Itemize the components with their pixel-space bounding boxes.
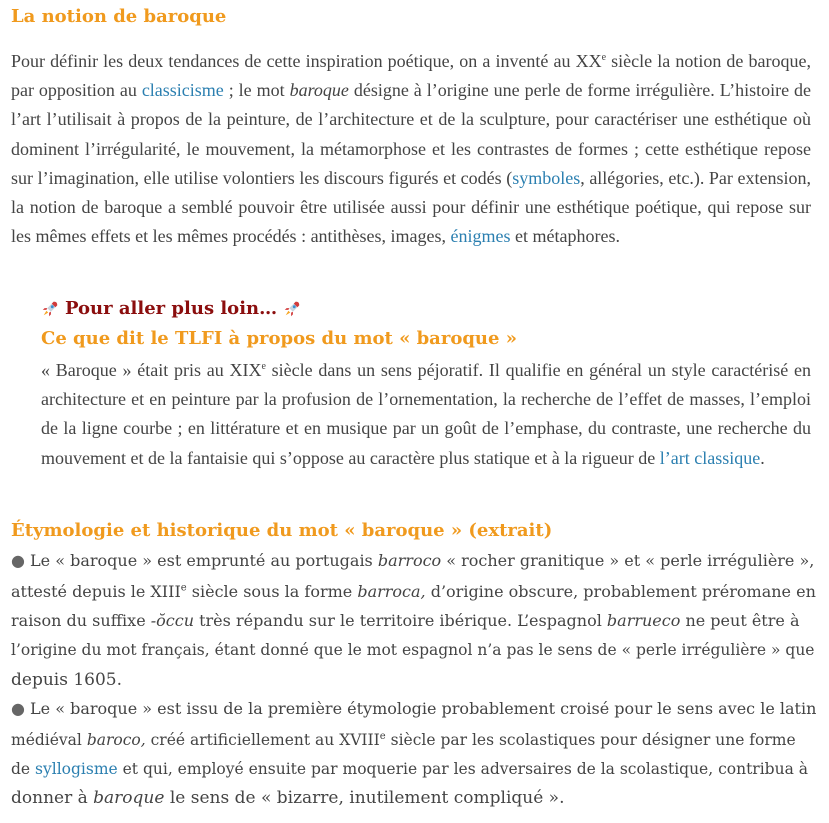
emphasis: baroque: [289, 80, 349, 101]
text: et métaphores.: [510, 226, 621, 247]
etymology-line: [11, 580, 816, 604]
link-syllogisme[interactable]: syllogisme: [35, 760, 118, 778]
text: d’origine obscure, probablement préromane en: [425, 582, 816, 601]
bullet-icon: ●: [11, 699, 25, 718]
superscript: e: [180, 582, 187, 594]
text: ; le mot: [223, 80, 290, 101]
etymology-line: l’origine du mot français, étant donné que le mot espagnol n’a pas le sens de « perle irrégulière » que: [11, 641, 815, 659]
text: de: [11, 760, 36, 778]
text: très répandu sur le territoire ibérique. L’espagnol: [194, 611, 607, 630]
etymology-line: depuis 1605.: [11, 670, 123, 690]
etymology-heading: Étymologie et historique du mot « baroque » (extrait): [11, 520, 553, 541]
text: raison du suffixe: [11, 611, 151, 630]
text: siècle sous la forme: [186, 582, 358, 601]
text: médiéval: [11, 731, 87, 749]
superscript: e: [601, 52, 607, 63]
etymology-line: [11, 609, 799, 633]
etymology-line: [11, 728, 796, 752]
rocket-icon: [283, 300, 301, 318]
text: « rocher granitique » et « perle irrégulière »,: [441, 551, 815, 570]
text: désigne à l’origine une perle de forme irrégulière. L’histoire de l’art l’utilisait à propos de la peinture, de l’architecture et de la sculpture, pour caractériser une esthétique où dominent l’irrégularité, le mouvement, la métamorphose et les contrastes de formes ; cette esthétique repose sur l’imagination, elle utilise volontiers les discours figurés et codés (: [11, 80, 812, 188]
etymology-line: [11, 697, 816, 721]
text: créé artificiellement au XVIII: [145, 731, 380, 749]
text: donner à: [11, 788, 94, 808]
text: le sens de « bizarre, inutilement compliqué ».: [164, 788, 565, 808]
text: « Baroque » était pris au XIX: [41, 360, 262, 380]
emphasis: baroque: [93, 788, 165, 808]
text: siècle la notion de baroque, par opposition au: [11, 51, 811, 101]
emphasis: barrueco: [606, 611, 681, 630]
text: Le « baroque » est emprunté au portugais: [24, 551, 378, 570]
etymology-line: [11, 786, 565, 810]
bullet-icon: ●: [11, 551, 25, 570]
text: , allégories, etc.). Par extension, la notion de baroque a semblé pouvoir être utilisée aussi pour définir une esthétique poétique, qui repose sur les mêmes effets et les mêmes procédés : antithèses, images,: [11, 167, 811, 247]
emphasis: barroco: [377, 551, 442, 570]
superscript: e: [261, 361, 266, 372]
section-title: La notion de baroque: [11, 6, 227, 27]
text: siècle dans un sens péjoratif. Il qualifie en général un style caractérisé en architecture et en peinture par la profusion de l’ornementation, la recherche de l’effet de masses, l’emploi de la ligne courbe ; en littérature et en musique par un goût de l’emphase, du contraste, une recherche du mouvement et de la fantaisie qui s’oppose au caractère plus statique et à la rigueur de: [41, 360, 811, 468]
text: et qui, employé ensuite par moquerie par les adversaires de la scolastique, contribua à: [117, 760, 808, 778]
etymology-line: [11, 549, 814, 573]
emphasis: baroco,: [86, 731, 146, 749]
tlfi-heading: Ce que dit le TLFI à propos du mot « baroque »: [41, 328, 517, 349]
tlfi-quote: [41, 356, 811, 473]
etymology-line: [11, 757, 808, 781]
intro-paragraph: [11, 47, 811, 251]
further-reading-title: Pour aller plus loin…: [65, 298, 278, 319]
link-symboles[interactable]: symboles: [512, 167, 581, 188]
emphasis: barroca,: [357, 582, 426, 601]
text: siècle par les scolastiques pour désigner une forme: [385, 731, 796, 749]
link-enigmes[interactable]: énigmes: [450, 226, 511, 247]
further-reading-heading: [41, 298, 301, 319]
emphasis: -ŏccu: [150, 611, 195, 630]
link-art-classique[interactable]: l’art classique: [659, 447, 761, 468]
text: attesté depuis le XIII: [11, 582, 181, 601]
superscript: e: [379, 730, 386, 742]
text: Le « baroque » est issu de la première étymologie probablement croisé pour le sens avec le latin: [24, 699, 817, 718]
text: ne peut être à: [680, 611, 800, 630]
link-classicisme[interactable]: classicisme: [141, 80, 224, 101]
rocket-icon: [41, 300, 59, 318]
text: .: [760, 447, 765, 468]
text: Pour définir les deux tendances de cette inspiration poétique, on a inventé au XX: [11, 51, 602, 71]
